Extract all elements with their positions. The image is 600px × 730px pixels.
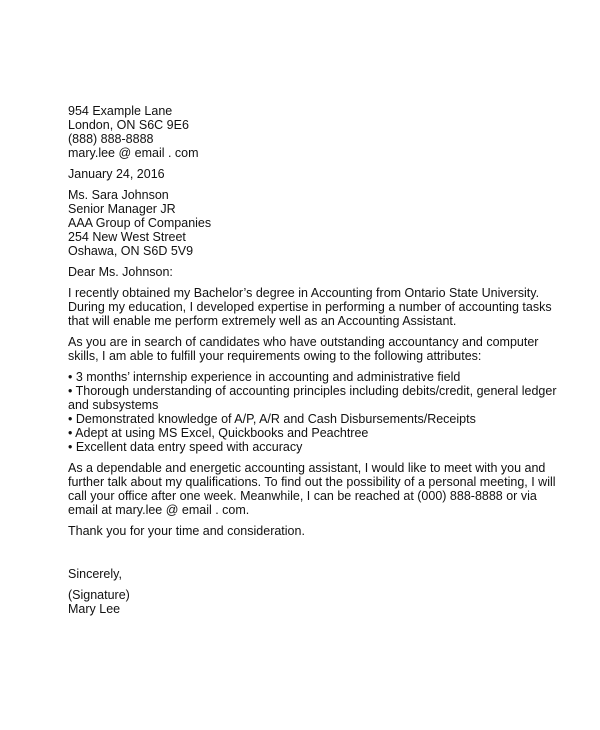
recipient-line: AAA Group of Companies	[68, 216, 212, 230]
salutation: Dear Ms. Johnson:	[68, 265, 173, 279]
sender-line: London, ON S6C 9E6	[68, 118, 189, 132]
recipient-line: 254 New West Street	[68, 230, 186, 244]
sender-line: mary.lee @ email . com	[68, 146, 199, 160]
recipient-line: Ms. Sara Johnson	[68, 188, 169, 202]
list-item-continuation: and subsystems	[68, 398, 159, 412]
paragraph-line: further talk about my qualifications. To find out the possibility of a personal meeting, I will	[68, 475, 556, 489]
list-item: • Adept at using MS Excel, Quickbooks and Peachtree	[68, 426, 369, 440]
paragraph-1	[68, 286, 552, 328]
paragraph-3	[68, 461, 556, 517]
paragraph-line: that will enable me perform extremely well as an Accounting Assistant.	[68, 314, 457, 328]
thanks-line: Thank you for your time and consideration.	[68, 524, 305, 538]
paragraph-line: email at mary.lee @ email . com.	[68, 503, 250, 517]
sender-line: 954 Example Lane	[68, 104, 173, 118]
paragraph-line: I recently obtained my Bachelor’s degree in Accounting from Ontario State University.	[68, 286, 540, 300]
recipient-line: Oshawa, ON S6D 5V9	[68, 244, 194, 258]
list-item: • Excellent data entry speed with accuracy	[68, 440, 303, 454]
paragraph-2	[68, 335, 548, 363]
recipient-line: Senior Manager JR	[68, 202, 176, 216]
sender-line: (888) 888-8888	[68, 132, 154, 146]
letter-date: January 24, 2016	[68, 167, 165, 181]
cover-letter	[68, 104, 557, 616]
sender-address	[68, 104, 548, 160]
recipient-address	[68, 188, 548, 258]
paragraph-line: During my education, I developed expertise in performing a number of accounting tasks	[68, 300, 552, 314]
signer-name: Mary Lee	[68, 602, 121, 616]
signature-placeholder: (Signature)	[68, 588, 130, 602]
signature-block	[68, 588, 548, 616]
paragraph-line: call your office after one week. Meanwhile, I can be reached at (000) 888-8888 or via	[68, 489, 537, 503]
list-item: • Thorough understanding of accounting principles including debits/credit, general ledger	[68, 384, 557, 398]
closing: Sincerely,	[68, 567, 122, 581]
paragraph-line: As you are in search of candidates who have outstanding accountancy and computer	[68, 335, 539, 349]
list-item: • 3 months’ internship experience in accounting and administrative field	[68, 370, 461, 384]
paragraph-line: As a dependable and energetic accounting assistant, I would like to meet with you and	[68, 461, 546, 475]
paragraph-line: skills, I am able to fulfill your requirements owing to the following attributes:	[68, 349, 482, 363]
list-item: • Demonstrated knowledge of A/P, A/R and Cash Disbursements/Receipts	[68, 412, 476, 426]
attributes-list	[68, 370, 557, 454]
